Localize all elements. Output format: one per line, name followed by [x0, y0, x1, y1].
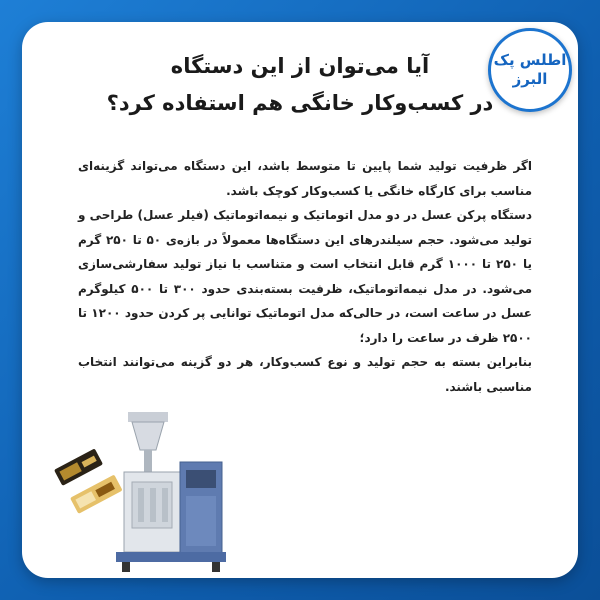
article-body — [78, 154, 532, 399]
content-card — [22, 22, 578, 578]
packaging-machine-image — [40, 402, 240, 578]
paragraph-conclusion: بنابراین بسته به حجم تولید و نوع کسب‌وکار، هر دو گزینه می‌توانند انتخاب مناسبی باشند. — [78, 355, 532, 394]
paragraph-intro: اگر ظرفیت تولید شما پایین تا متوسط باشد، این دستگاه می‌تواند گزینه‌ای مناسب برای کارگاه خانگی یا کسب‌وکار کوچک باشد. — [78, 159, 532, 198]
brand-line-1: اطلس پک — [493, 51, 567, 69]
honey-sachet-gold — [70, 475, 123, 514]
title-line-1: آیا می‌توان از این دستگاه — [170, 54, 430, 78]
honey-sachet-dark — [54, 448, 103, 485]
paragraph-details: دستگاه پرکن عسل در دو مدل اتوماتیک و نیمه‌اتوماتیک (فیلر عسل) طراحی و تولید می‌شود. حجم سیلندرهای این دستگاه‌ها معمولاً در بازه‌ی ۵۰ تا ۲۵۰ گرم یا ۲۵۰ تا ۱۰۰۰ گرم قابل انتخاب است و متناسب با نیاز تولید سفارشی‌سازی می‌شود. در مدل نیمه‌اتوماتیک، ظرفیت بسته‌بندی حدود ۳۰۰ تا ۵۰۰ کیلوگرم عسل در ساعت است، در حالی‌که مدل اتوماتیک توانایی پر کردن حدود ۱۲۰۰ تا ۲۵۰۰ ظرف در ساعت را دارد؛ — [78, 208, 533, 345]
title-line-2: در کسب‌وکار خانگی هم استفاده کرد؟ — [106, 91, 494, 115]
brand-logo — [488, 28, 572, 112]
brand-line-2: البرز — [512, 70, 548, 88]
page-title — [62, 48, 538, 122]
